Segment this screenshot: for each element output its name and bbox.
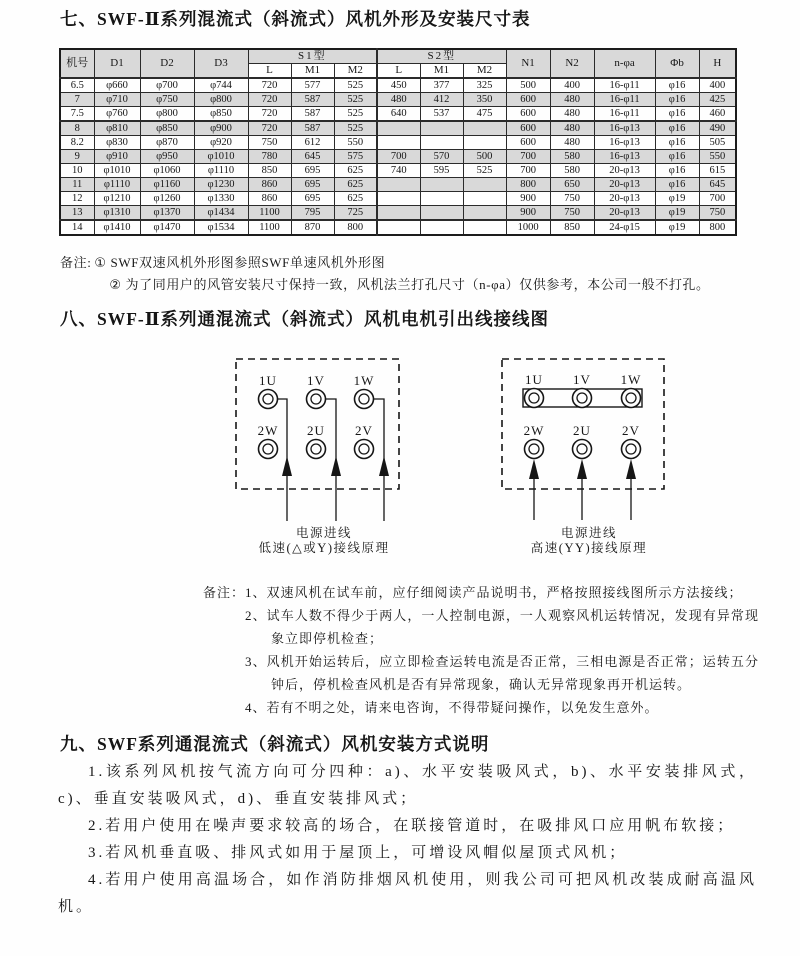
dimension-cell: φ744 [194,78,248,93]
terminal-label: 1W [620,372,642,387]
arrow-up-icon [331,456,341,476]
terminal-label: 1U [259,373,277,388]
dimension-cell [420,192,463,206]
dimension-cell: φ1260 [140,192,194,206]
dimension-cell: 860 [248,192,291,206]
dimension-cell: 525 [334,93,377,107]
dimension-cell: 860 [248,178,291,192]
arrow-up-icon [626,459,636,479]
dimension-cell: 16-φ13 [594,150,655,164]
notes-label: 备注: [60,255,92,270]
arrow-up-icon [577,459,587,479]
dimension-cell: 525 [463,164,506,178]
dimension-cell: 475 [463,107,506,122]
dimension-cell: φ1060 [140,164,194,178]
dimension-cell: φ850 [194,107,248,122]
dimension-cell: 700 [506,150,550,164]
dimension-cell: φ920 [194,136,248,150]
dimension-cell: 725 [334,206,377,221]
dimension-cell: 612 [291,136,334,150]
dimension-cell: 700 [506,164,550,178]
fan-dimensions-table [59,48,737,236]
dimension-cell: 480 [550,121,594,136]
fan-size-cell: 13 [60,206,94,221]
dimension-cell: 750 [550,206,594,221]
dimension-cell: φ19 [655,206,699,221]
dimension-cell: 20-φ13 [594,164,655,178]
dimension-cell: 850 [550,220,594,235]
dimension-cell: 24-φ15 [594,220,655,235]
dimension-cell [377,192,420,206]
dimension-cell: φ16 [655,164,699,178]
fan-size-cell: 7 [60,93,94,107]
dimension-cell: φ950 [140,150,194,164]
col-header-d1: D1 [94,49,140,78]
col-header-phi-b: Φb [655,49,699,78]
dimension-cell [420,220,463,235]
dimension-cell: 350 [463,93,506,107]
dimension-cell [377,206,420,221]
terminal-label: 2V [622,423,640,438]
instruction-3: 3.若风机垂直吸、排风式如用于屋顶上，可增设风帽似屋顶式风机； [88,845,628,861]
table-note-2: ② 为了同用户的风管安装尺寸保持一致，风机法兰打孔尺寸（n-φa）仅供参考，本公司一般不打孔。 [109,277,710,292]
dimension-cell: 480 [377,93,420,107]
col-header-d2: D2 [140,49,194,78]
dimension-cell: 16-φ13 [594,121,655,136]
dimension-cell: 870 [291,220,334,235]
wiring-note-3: 3、风机开始运转后，应立即检查运转电流是否正常，三相电源是否正常；运转五分钟后，停机检查风机是否有异常现象，确认无异常现象再开机运转。 [245,654,759,692]
wiring-notes [203,581,759,719]
col-header-s1-m2: M2 [334,64,377,79]
diagram-caption: 电源进线 [560,526,618,540]
dimension-cell: φ1160 [140,178,194,192]
dimension-cell: 400 [699,78,736,93]
dimension-cell: 20-φ13 [594,192,655,206]
dimension-cell: φ870 [140,136,194,150]
dimension-cell: 720 [248,107,291,122]
dimension-cell: 480 [550,107,594,122]
diagram-caption: 高速(YY)接线原理 [530,541,648,555]
section9-title: 九、SWF系列通混流式（斜流式）风机安装方式说明 [60,734,490,754]
dimension-cell: 450 [377,78,420,93]
dimension-cell: 580 [550,150,594,164]
col-header-s1-l: L [248,64,291,79]
dimension-cell: φ16 [655,93,699,107]
dimension-cell: 595 [420,164,463,178]
dimension-cell: 695 [291,164,334,178]
dimension-cell: φ1010 [94,164,140,178]
dimension-cell: 587 [291,107,334,122]
terminal-label: 2W [523,423,545,438]
dimension-cell: 850 [248,164,291,178]
wiring-diagram-high-speed [489,353,689,558]
fan-size-cell: 12 [60,192,94,206]
dimension-cell: φ800 [194,93,248,107]
dimension-cell: 575 [334,150,377,164]
instruction-2: 2.若用户使用在噪声要求较高的场合，在联接管道时，在吸排风口应用帆布软接； [88,818,736,834]
dimension-cell: 412 [420,93,463,107]
dimension-cell: 480 [550,93,594,107]
col-header-s2-m2: M2 [463,64,506,79]
dimension-cell: 780 [248,150,291,164]
wiring-diagram-low-speed [224,353,424,558]
dimension-cell: 625 [334,178,377,192]
dimension-cell: φ16 [655,178,699,192]
dimension-cell: 580 [550,164,594,178]
terminal-label: 1V [307,373,325,388]
col-header-s2-type: S2型 [377,49,506,64]
dimension-cell: φ16 [655,121,699,136]
dimension-cell: φ16 [655,136,699,150]
dimension-cell: φ1330 [194,192,248,206]
dimension-cell: 587 [291,93,334,107]
dimension-cell: 587 [291,121,334,136]
dimension-cell: 750 [699,206,736,221]
col-header-h: H [699,49,736,78]
terminal-label: 2V [355,423,373,438]
fan-size-cell: 7.5 [60,107,94,122]
dimension-cell: φ1410 [94,220,140,235]
dimension-cell [420,136,463,150]
dimension-cell: 537 [420,107,463,122]
dimension-cell: φ1534 [194,220,248,235]
dimension-cell: 20-φ13 [594,206,655,221]
terminal-label: 1W [353,373,375,388]
dimension-cell: 16-φ13 [594,136,655,150]
col-header-d3: D3 [194,49,248,78]
instruction-1: 1.该系列风机按气流方向可分四种：a)、水平安装吸风式，b)、水平安装排风式，c)、垂直安装吸风式，d)、垂直安装排风式； [58,764,757,807]
dimension-cell: φ1470 [140,220,194,235]
arrow-up-icon [529,459,539,479]
dimension-cell: 625 [334,192,377,206]
dimension-cell: 750 [550,192,594,206]
col-header-s2-m1: M1 [420,64,463,79]
dimension-cell: 377 [420,78,463,93]
power-lead-line [326,399,337,521]
col-header-n-phi-a: n-φa [594,49,655,78]
dimension-cell: 695 [291,192,334,206]
dimension-cell: 640 [377,107,420,122]
dimension-cell: 800 [506,178,550,192]
dimension-cell: 900 [506,192,550,206]
dimension-cell: 16-φ11 [594,93,655,107]
dimension-cell [463,178,506,192]
dimension-cell: φ1110 [194,164,248,178]
terminal-label: 2U [307,423,325,438]
dimension-cell: 20-φ13 [594,178,655,192]
dimension-cell: φ750 [140,93,194,107]
dimension-cell [377,178,420,192]
dimension-cell: 525 [334,107,377,122]
dimension-cell: φ1370 [140,206,194,221]
dimension-cell: 325 [463,78,506,93]
power-lead-line [374,399,385,521]
dimension-cell: φ760 [94,107,140,122]
dimension-cell: φ19 [655,192,699,206]
terminal-label: 2W [257,423,279,438]
fan-size-cell: 6.5 [60,78,94,93]
table-row [60,150,736,164]
table-row [60,192,736,206]
dimension-cell [463,206,506,221]
dimension-cell: 490 [699,121,736,136]
dimension-cell: 577 [291,78,334,93]
dimension-cell: φ850 [140,121,194,136]
table-row [60,178,736,192]
dimension-cell: 695 [291,178,334,192]
dimension-cell: 600 [506,136,550,150]
dimension-cell: 600 [506,107,550,122]
table-row [60,164,736,178]
dimension-cell: φ1230 [194,178,248,192]
dimension-cell: 795 [291,206,334,221]
wiring-note-2: 2、试车人数不得少于两人，一人控制电源，一人观察风机运转情况，发现有异常现象立即停机检查； [245,608,759,646]
diagram-caption: 电源进线 [295,526,353,540]
dimension-cell: 1000 [506,220,550,235]
dimension-cell: 550 [699,150,736,164]
fan-size-cell: 8.2 [60,136,94,150]
table-row [60,206,736,221]
installation-instructions [58,759,757,921]
instruction-4: 4.若用户使用高温场合，如作消防排烟风机使用，则我公司可把风机改装成耐高温风机。 [58,872,757,915]
col-header-s2-l: L [377,64,420,79]
dimension-cell: 570 [420,150,463,164]
dimension-cell: 425 [699,93,736,107]
dimension-cell: φ830 [94,136,140,150]
dimension-cell: 800 [334,220,377,235]
dimension-cell: φ700 [140,78,194,93]
dimension-cell [420,206,463,221]
dimension-cell: 600 [506,93,550,107]
dimension-cell: φ19 [655,220,699,235]
dimension-cell: φ16 [655,107,699,122]
terminal-label: 1U [525,372,543,387]
arrow-up-icon [379,456,389,476]
dimension-cell: φ1310 [94,206,140,221]
dimension-cell: 900 [506,206,550,221]
dimension-cell: 720 [248,78,291,93]
dimension-cell: 525 [334,78,377,93]
dimension-cell: 645 [291,150,334,164]
section7-title: 七、SWF-Ⅱ系列混流式（斜流式）风机外形及安装尺寸表 [60,9,531,29]
dimension-cell: 750 [248,136,291,150]
terminal-label: 2U [573,423,591,438]
dimension-cell: 700 [377,150,420,164]
table-row [60,78,736,93]
dimension-cell: 615 [699,164,736,178]
section8-title: 八、SWF-Ⅱ系列通混流式（斜流式）风机电机引出线接线图 [60,309,549,329]
dimension-cell: 1100 [248,220,291,235]
dimension-cell: 645 [699,178,736,192]
dimension-cell: 625 [334,164,377,178]
dimension-cell: 500 [506,78,550,93]
dimension-cell: φ800 [140,107,194,122]
dimension-cell: 740 [377,164,420,178]
fan-size-cell: 8 [60,121,94,136]
fan-size-cell: 10 [60,164,94,178]
table-row [60,93,736,107]
dimension-cell: 525 [334,121,377,136]
table-row [60,121,736,136]
col-header-n1: N1 [506,49,550,78]
dimension-cell [463,136,506,150]
notes-label: 备注： [203,585,246,600]
dimension-cell: 720 [248,121,291,136]
dimension-cell: φ16 [655,78,699,93]
table-notes [60,252,760,296]
diagram-caption: 低速(△或Y)接线原理 [258,541,390,555]
dimension-cell: 600 [506,121,550,136]
col-header-n2: N2 [550,49,594,78]
dimension-cell: φ1110 [94,178,140,192]
dimension-cell: 700 [699,192,736,206]
fan-size-cell: 11 [60,178,94,192]
dimension-cell: 400 [550,78,594,93]
wiring-note-4: 4、若有不明之处，请来电咨询，不得带疑问操作，以免发生意外。 [245,700,659,715]
power-lead-line [278,399,288,521]
dimension-cell [377,136,420,150]
col-header-fan-size: 机号 [60,49,94,78]
wiring-note-1: 1、双速风机在试车前，应仔细阅读产品说明书，严格按照接线图所示方法接线； [245,585,743,600]
dimension-cell: φ810 [94,121,140,136]
dimension-cell: φ710 [94,93,140,107]
fan-size-cell: 14 [60,220,94,235]
dimension-cell [377,220,420,235]
terminal-label: 1V [573,372,591,387]
table-row [60,107,736,122]
dimension-cell: φ1210 [94,192,140,206]
dimension-cell: 460 [699,107,736,122]
dimension-cell: 1100 [248,206,291,221]
dimension-cell [463,192,506,206]
dimension-cell [463,220,506,235]
arrow-up-icon [282,456,292,476]
dimension-cell [420,121,463,136]
dimension-cell: φ1434 [194,206,248,221]
dimension-cell: 16-φ11 [594,78,655,93]
dimension-cell: φ900 [194,121,248,136]
dimension-cell: 480 [550,136,594,150]
table-note-1: ① SWF双速风机外形图参照SWF单速风机外形图 [94,255,386,270]
dimension-cell: φ16 [655,150,699,164]
dimension-cell: 16-φ11 [594,107,655,122]
col-header-s1-type: S1型 [248,49,377,64]
dimensions-table [59,48,737,236]
dimension-cell: 650 [550,178,594,192]
dimension-cell: φ910 [94,150,140,164]
fan-size-cell: 9 [60,150,94,164]
dimension-cell: 550 [334,136,377,150]
table-row [60,136,736,150]
dimension-cell: 505 [699,136,736,150]
table-row [60,220,736,235]
dimension-cell [377,121,420,136]
dimension-cell: 500 [463,150,506,164]
dimension-cell [420,178,463,192]
dimension-cell: 800 [699,220,736,235]
col-header-s1-m1: M1 [291,64,334,79]
dimension-cell: φ1010 [194,150,248,164]
dimension-cell: 720 [248,93,291,107]
dimension-cell: φ660 [94,78,140,93]
dimension-cell [463,121,506,136]
